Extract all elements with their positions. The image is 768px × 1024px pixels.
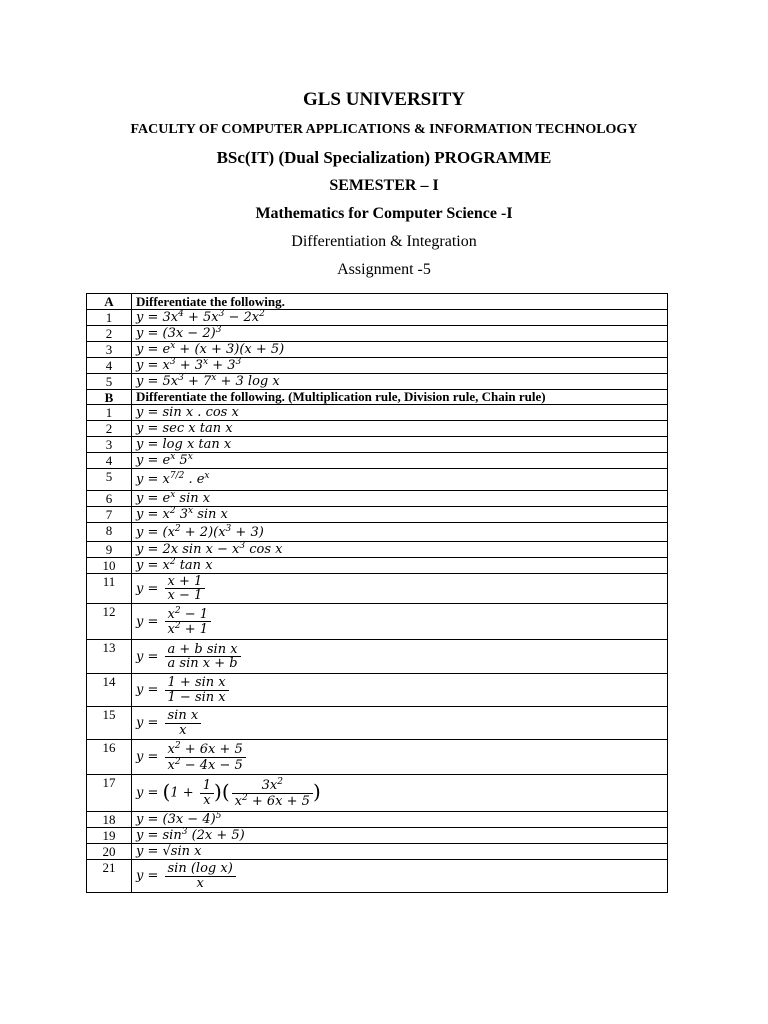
question-expression: $y = (3x - 4)^5$ (132, 812, 668, 828)
question-expression: y = $\frac{x + 1}{x - 1}$ (132, 574, 668, 604)
semester-title: SEMESTER – I (329, 177, 439, 194)
question-expression: $y = x^{7/2}$ . $e^x$ (132, 469, 668, 491)
question-number: 8 (87, 523, 132, 542)
question-row (87, 558, 668, 574)
question-expression: $y = x^3 + 3^x + 3^3$ (132, 357, 668, 373)
question-expression: y = sin x . cos x (132, 405, 668, 421)
question-expression: y = √sin x (132, 844, 668, 860)
question-row (87, 574, 668, 604)
question-row (87, 357, 668, 373)
question-row (87, 604, 668, 640)
question-number: 2 (87, 325, 132, 341)
question-number: 5 (87, 469, 132, 491)
question-number: 15 (87, 707, 132, 740)
question-row (87, 453, 668, 469)
question-row (87, 740, 668, 775)
question-row (87, 640, 668, 674)
question-expression: $y = (x^2 + 2)(x^3 + 3)$ (132, 523, 668, 542)
question-row (87, 542, 668, 558)
question-number: 1 (87, 405, 132, 421)
question-number: 18 (87, 812, 132, 828)
question-number: 17 (87, 775, 132, 812)
question-row (87, 341, 668, 357)
section-label: B (87, 389, 132, 405)
question-expression: $y = x^2$ 3$^x$ sin x (132, 507, 668, 523)
question-number: 21 (87, 860, 132, 893)
question-expression: y = log x tan x (132, 437, 668, 453)
question-number: 3 (87, 437, 132, 453)
question-number: 2 (87, 421, 132, 437)
question-number: 14 (87, 674, 132, 707)
question-row (87, 812, 668, 828)
section-label: A (87, 294, 132, 310)
question-expression: y = $\frac{\text{sin x}}{x}$ (132, 707, 668, 740)
question-row (87, 405, 668, 421)
question-number: 10 (87, 558, 132, 574)
question-number: 9 (87, 542, 132, 558)
question-number: 11 (87, 574, 132, 604)
question-expression: y = $\frac{x^2 + 6x + 5}{x^2 - 4x - 5}$ (132, 740, 668, 775)
question-expression: $y = \sin^3 (2x + 5)$ (132, 828, 668, 844)
question-expression: $y = 5x^3 + 7^x + 3$ log x (132, 373, 668, 389)
question-expression: $y = (3x - 2)^3$ (132, 325, 668, 341)
question-number: 4 (87, 357, 132, 373)
question-number: 3 (87, 341, 132, 357)
question-row (87, 860, 668, 893)
question-expression: y = (1 + $\frac{1}{x}$ )( $\frac{3x^2}{x^2 + 6x + 5}$ ) (132, 775, 668, 812)
question-row (87, 707, 668, 740)
section-heading: Differentiate the following. (132, 294, 668, 310)
question-expression: $y = e^x$ sin x (132, 491, 668, 507)
question-row (87, 491, 668, 507)
faculty-title: FACULTY OF COMPUTER APPLICATIONS & INFORMATION TECHNOLOGY (130, 122, 638, 137)
question-number: 7 (87, 507, 132, 523)
university-title: GLS UNIVERSITY (302, 89, 466, 110)
question-expression: $y = e^x + (x + 3)(x + 5)$ (132, 341, 668, 357)
question-expression: $y = x^2$ tan x (132, 558, 668, 574)
question-row (87, 325, 668, 341)
question-number: 1 (87, 309, 132, 325)
assignment-title: Assignment -5 (337, 261, 431, 278)
question-row (87, 674, 668, 707)
document-header (0, 86, 768, 278)
question-row (87, 309, 668, 325)
question-number: 13 (87, 640, 132, 674)
section-heading-row (87, 294, 668, 310)
question-expression: y = $\frac{\text{a + b sin x}}{\text{a sin x + b}}$ (132, 640, 668, 674)
question-row (87, 844, 668, 860)
question-row (87, 469, 668, 491)
question-expression: y = $\frac{x^2 - 1}{x^2 + 1}$ (132, 604, 668, 640)
topic-title: Differentiation & Integration (291, 233, 477, 250)
question-expression: y = 2x $\sin x - x^3$ cos x (132, 542, 668, 558)
question-expression: y = sec x tan x (132, 421, 668, 437)
question-expression: $y = e^x$ 5$^x$ (132, 453, 668, 469)
question-number: 5 (87, 373, 132, 389)
section-heading: Differentiate the following. (Multiplication rule, Division rule, Chain rule) (132, 389, 668, 405)
question-number: 16 (87, 740, 132, 775)
question-expression: $y = 3x^4 + 5x^3 - 2x^2$ (132, 309, 668, 325)
questions-table (86, 293, 668, 893)
question-number: 4 (87, 453, 132, 469)
question-row (87, 507, 668, 523)
question-row (87, 828, 668, 844)
question-row (87, 523, 668, 542)
question-number: 6 (87, 491, 132, 507)
question-row (87, 775, 668, 812)
question-number: 20 (87, 844, 132, 860)
programme-title: BSc(IT) (Dual Specialization) PROGRAMME (216, 148, 552, 167)
question-number: 19 (87, 828, 132, 844)
question-number: 12 (87, 604, 132, 640)
question-row (87, 437, 668, 453)
question-expression: y = $\frac{\text{sin (log x)}}{x}$ (132, 860, 668, 893)
section-heading-row (87, 389, 668, 405)
question-row (87, 421, 668, 437)
subject-title: Mathematics for Computer Science -I (255, 205, 513, 222)
question-row (87, 373, 668, 389)
question-expression: y = $\frac{\text{1 + sin x}}{\text{1 − sin x}}$ (132, 674, 668, 707)
